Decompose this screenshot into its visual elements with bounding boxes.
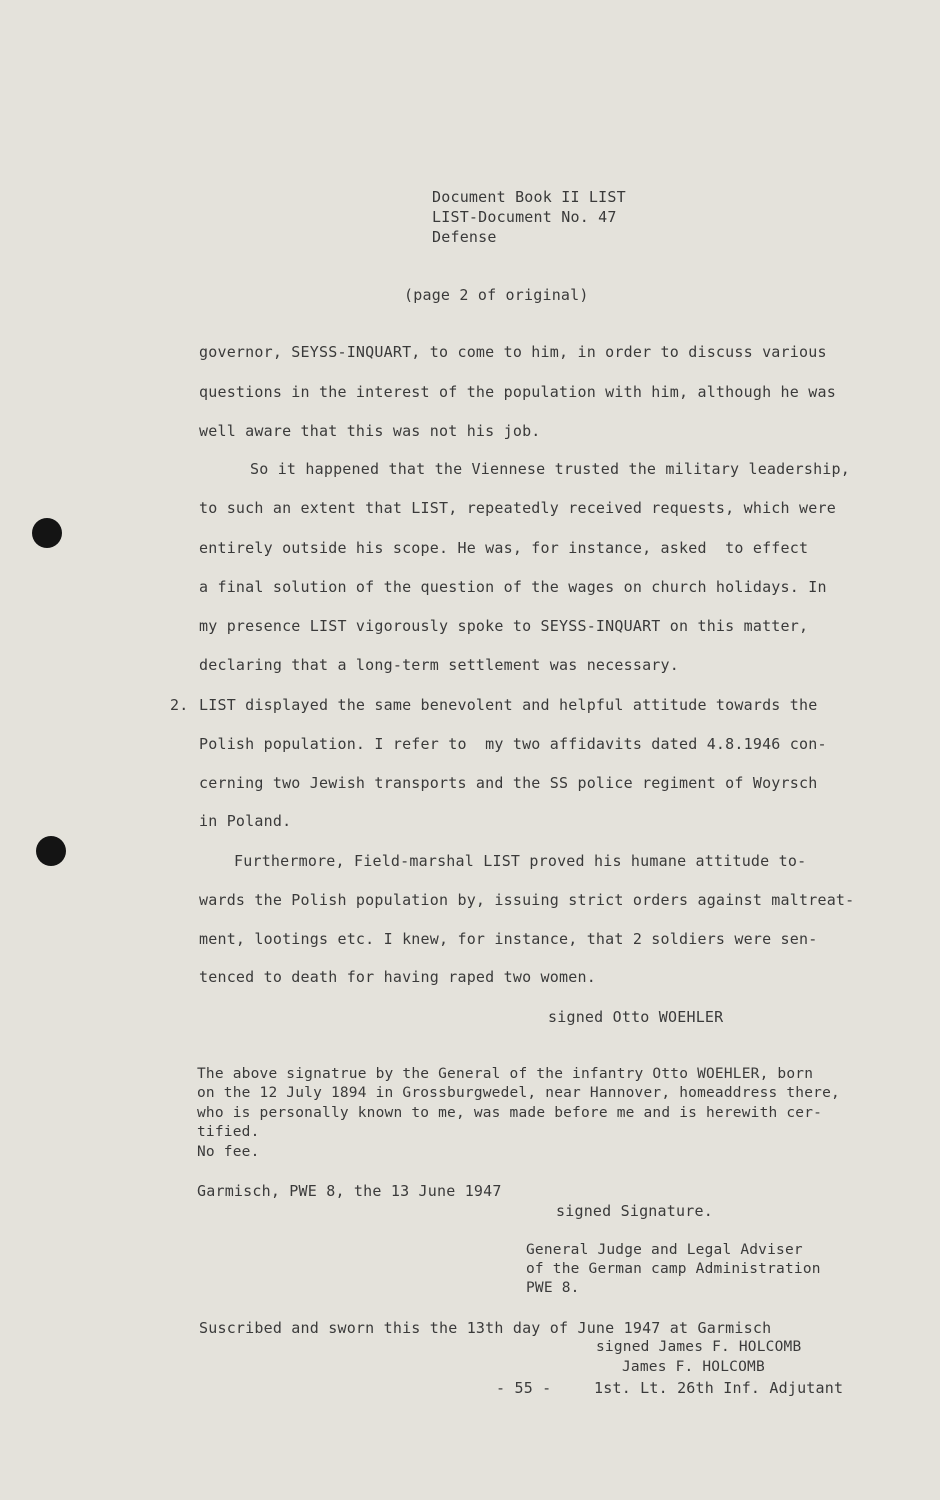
body-line: well aware that this was not his job. (199, 422, 541, 440)
signature-certifier: signed Signature. (556, 1202, 713, 1220)
body-line: cerning two Jewish transports and the SS police regiment of Woyrsch (199, 774, 818, 792)
official-title: of the German camp Administration (526, 1261, 821, 1277)
page-note: (page 2 of original) (404, 286, 589, 304)
place-date: Garmisch, PWE 8, the 13 June 1947 (197, 1182, 502, 1200)
body-line: ment, lootings etc. I knew, for instance, that 2 soldiers were sen- (199, 930, 818, 948)
officer-rank: 1st. Lt. 26th Inf. Adjutant (594, 1379, 844, 1397)
body-line: So it happened that the Viennese trusted the military leadership, (250, 460, 850, 478)
body-line: in Poland. (199, 812, 292, 830)
body-line: declaring that a long-term settlement was necessary. (199, 656, 679, 674)
certification-line: tified. (197, 1124, 260, 1140)
official-title: General Judge and Legal Adviser (526, 1242, 803, 1258)
body-line: my presence LIST vigorously spoke to SEYSS-INQUART on this matter, (199, 617, 809, 635)
official-title: PWE 8. (526, 1280, 580, 1296)
body-line: a final solution of the question of the wages on church holidays. In (199, 578, 827, 596)
body-line: governor, SEYSS-INQUART, to come to him, in order to discuss various (199, 343, 827, 361)
certification-line: The above signatrue by the General of the infantry Otto WOEHLER, born (197, 1066, 814, 1082)
header-document-number: LIST-Document No. 47 (432, 208, 617, 226)
body-line: LIST displayed the same benevolent and helpful attitude towards the (199, 696, 818, 714)
body-line: tenced to death for having raped two women. (199, 968, 596, 986)
item-number: 2. (170, 696, 189, 714)
header-defense: Defense (432, 228, 497, 246)
body-line: entirely outside his scope. He was, for instance, asked to effect (199, 539, 809, 557)
signature-woehler: signed Otto WOEHLER (548, 1008, 724, 1026)
certification-line: on the 12 July 1894 in Grossburgwedel, near Hannover, homeaddress there, (197, 1085, 840, 1101)
certification-line: No fee. (197, 1144, 260, 1160)
body-line: Polish population. I refer to my two affidavits dated 4.8.1946 con- (199, 735, 827, 753)
header-book: Document Book II LIST (432, 188, 626, 206)
body-line: to such an extent that LIST, repeatedly received requests, which were (199, 499, 836, 517)
sworn-name: James F. HOLCOMB (622, 1359, 765, 1375)
page-number: - 55 - (496, 1379, 552, 1397)
certification-line: who is personally known to me, was made before me and is herewith cer- (197, 1105, 823, 1121)
punch-hole-top (32, 518, 62, 548)
body-line: questions in the interest of the population with him, although he was (199, 383, 836, 401)
sworn-signature: signed James F. HOLCOMB (596, 1339, 802, 1355)
body-line: wards the Polish population by, issuing strict orders against maltreat- (199, 891, 855, 909)
body-line: Furthermore, Field-marshal LIST proved his humane attitude to- (234, 852, 807, 870)
sworn-statement: Suscribed and sworn this the 13th day of June 1947 at Garmisch (199, 1319, 772, 1337)
punch-hole-bottom (36, 836, 66, 866)
